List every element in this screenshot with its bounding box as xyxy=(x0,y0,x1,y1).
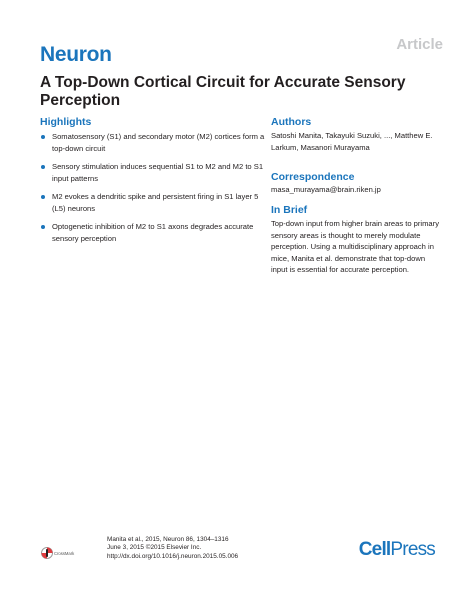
crossmark-label: CrossMark xyxy=(54,551,75,556)
cellpress-logo-cell: Cell xyxy=(358,539,391,560)
article-type-label: Article xyxy=(396,36,443,53)
highlight-item: Optogenetic inhibition of M2 to S1 axons degrades accurate sensory perception xyxy=(40,221,265,244)
citation-doi-link[interactable]: http://dx.doi.org/10.1016/j.neuron.2015.05.006 xyxy=(107,552,239,560)
cellpress-logo-press: Press xyxy=(390,539,435,560)
highlight-item: Somatosensory (S1) and secondary motor (M2) cortices form a top-down circuit xyxy=(40,131,265,154)
citation-block xyxy=(107,536,238,561)
cellpress-logo xyxy=(359,540,435,559)
highlight-item: Sensory stimulation induces sequential S1 to M2 and M2 to S1 input patterns xyxy=(40,161,265,184)
authors-list: Satoshi Manita, Takayuki Suzuki, ..., Matthew E. Larkum, Masanori Murayama xyxy=(271,131,433,152)
highlight-item: M2 evokes a dendritic spike and persistent firing in S1 layer 5 (L5) neurons xyxy=(40,191,265,214)
crossmark-logo[interactable] xyxy=(41,546,75,560)
in-brief-heading: In Brief xyxy=(271,204,308,216)
correspondence-heading: Correspondence xyxy=(271,171,355,183)
journal-name: Neuron xyxy=(40,43,112,66)
correspondence-email[interactable]: masa_murayama@brain.riken.jp xyxy=(271,185,381,194)
highlights-list xyxy=(40,131,265,251)
citation-reference: Manita et al., 2015, Neuron 86, 1304–1316 xyxy=(107,536,229,543)
article-title: A Top-Down Cortical Circuit for Accurate Sensory Perception xyxy=(40,74,406,109)
highlights-heading: Highlights xyxy=(40,116,92,128)
in-brief-text: Top-down input from higher brain areas to primary sensory areas is thought to merely modulate perception. Using a multidisciplinary approach in mice, Manita et al. demonstrate that top-down input is essential for accurate perception. xyxy=(271,219,439,274)
authors-heading: Authors xyxy=(271,116,312,128)
citation-date: June 3, 2015 ©2015 Elsevier Inc. xyxy=(107,544,202,552)
